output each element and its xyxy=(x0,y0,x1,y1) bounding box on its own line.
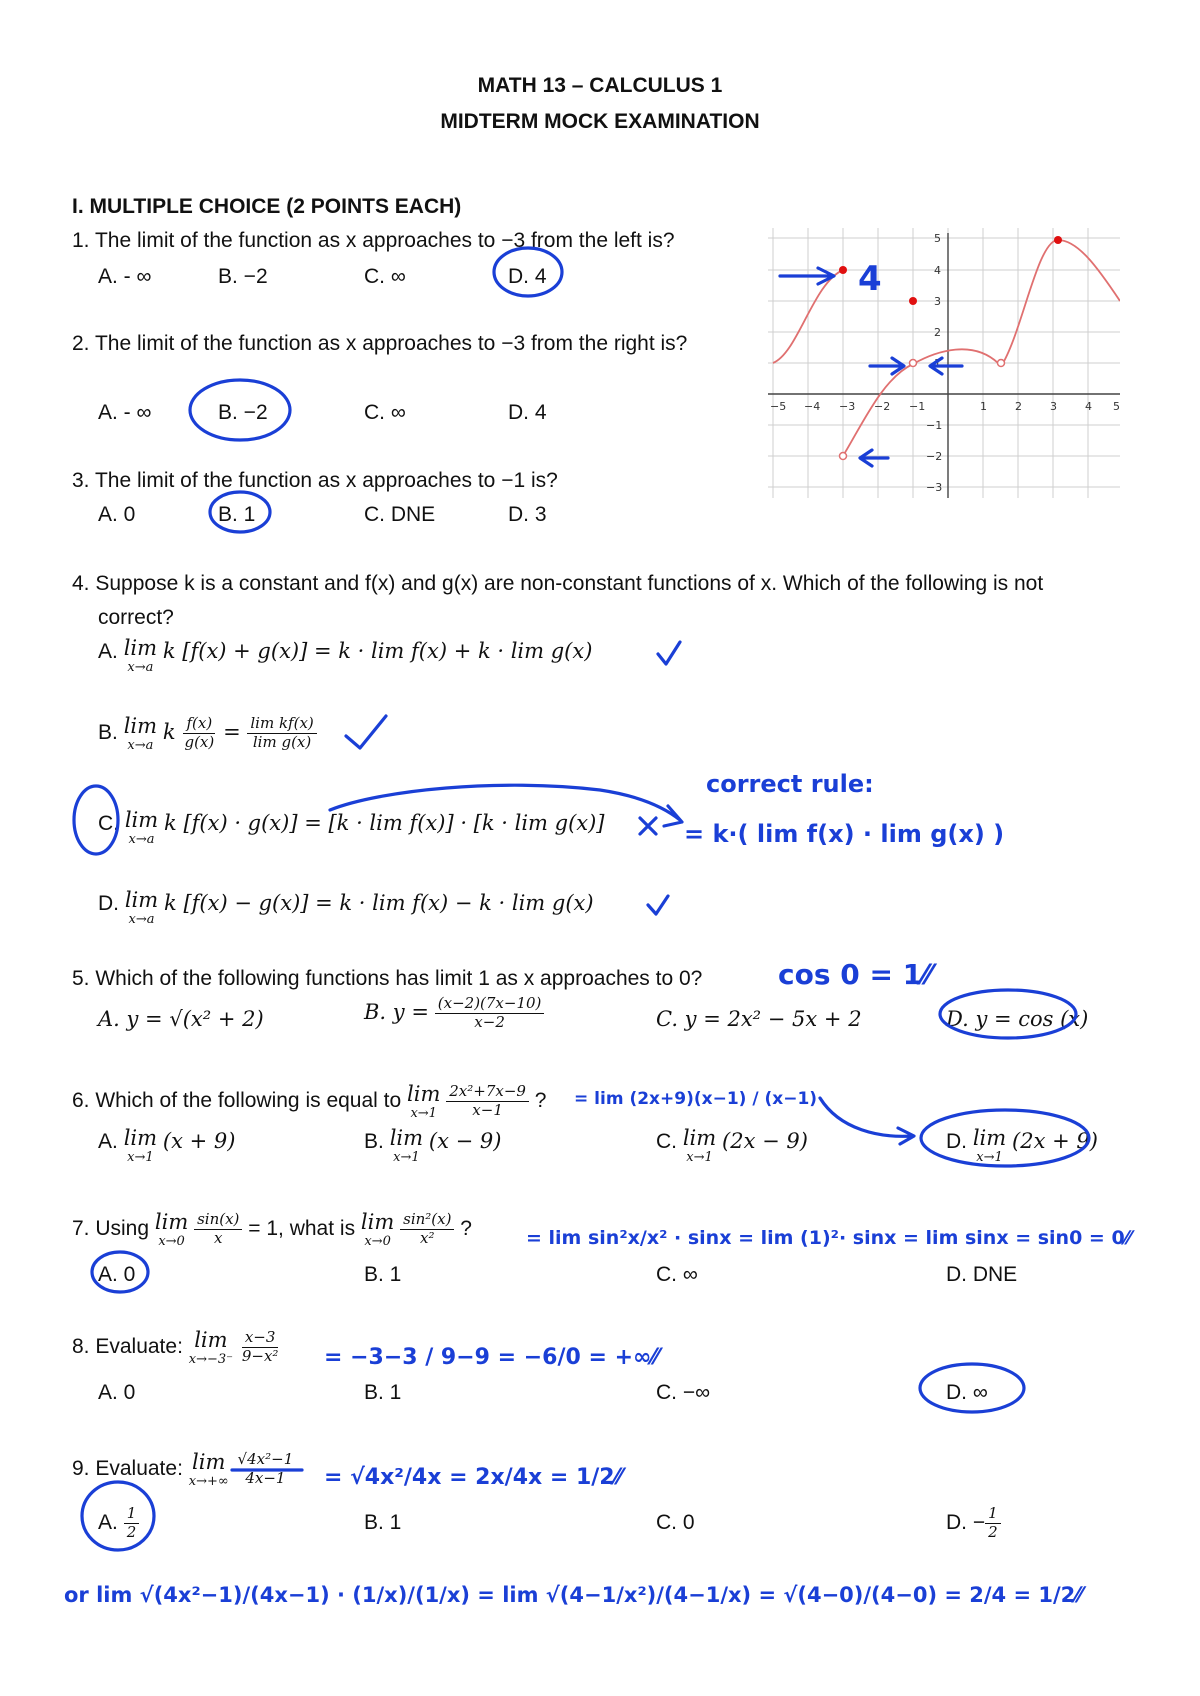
y-tick-label: 5 xyxy=(934,232,941,245)
option-label: D. xyxy=(98,892,119,915)
filled-point xyxy=(839,266,847,274)
q8-option-b[interactable]: B. 1 xyxy=(364,1381,402,1404)
q1-option-a[interactable]: A. - ∞ xyxy=(98,265,152,288)
y-tick-label: −2 xyxy=(926,450,943,463)
q7-option-b[interactable]: B. 1 xyxy=(364,1263,402,1286)
q8-option-a[interactable]: A. 0 xyxy=(98,1381,136,1404)
q1-option-b[interactable]: B. −2 xyxy=(218,265,268,288)
arrow-icon xyxy=(820,1098,914,1144)
q2-option-a[interactable]: A. - ∞ xyxy=(98,401,152,424)
q9-option-d[interactable]: D. − $\frac{1}{2}$ xyxy=(946,1506,1001,1541)
hw-q7-note: = lim sin²x/x² · sinx = lim (1)²· sinx = lim sinx = sin0 = 0⁄⁄ xyxy=(526,1227,1132,1249)
y-tick-label: 2 xyxy=(934,326,941,339)
q4-option-a-expr: k [f(x) + g(x)] = k · lim f(x) + k · lim g(x) xyxy=(162,639,593,663)
hw-q9-note: = √4x²/4x = 2x/4x = 1/2⁄⁄ xyxy=(324,1465,622,1490)
q5-option-b[interactable]: B. y = $\frac{(x-2)(7x-10)}{x-2}$ xyxy=(364,996,544,1031)
check-icon xyxy=(658,642,680,664)
x-tick-label: −4 xyxy=(804,400,821,413)
open-point xyxy=(840,453,847,460)
q4-option-b[interactable]: B. lim x→a k $\frac{f(x)}{g(x)}$ = $\frac{\text{lim kf(x)}}{\text{lim g(x)}}$ xyxy=(98,716,317,752)
q7-option-c[interactable]: C. ∞ xyxy=(656,1263,698,1286)
y-tick-label: −1 xyxy=(926,419,943,432)
filled-point xyxy=(1054,236,1062,244)
q8-stem: 8. Evaluate: lim x→−3⁻ $\frac{x-3}{\text{9−x²}}$ xyxy=(72,1330,281,1366)
q1-option-d[interactable]: D. 4 xyxy=(508,265,547,288)
q5-option-c[interactable]: C. y = 2x² − 5x + 2 xyxy=(656,1007,862,1031)
check-icon xyxy=(648,896,668,914)
filled-point xyxy=(909,297,917,305)
q6-option-c[interactable]: C. lim x→1 (2x − 9) xyxy=(656,1126,808,1165)
q9-option-a[interactable]: A. $\frac{1}{2}$ xyxy=(98,1506,139,1541)
hw-q9-alt: or lim √(4x²−1)/(4x−1) · (1/x)/(1/x) = lim √(4−1/x²)/(4−1/x) = √(4−0)/(4−0) = 2/4 = 1/2⁄⁄ xyxy=(64,1583,1083,1607)
q4-text: 4. Suppose k is a constant and f(x) and g(x) are non-constant functions of x. Which of the following is not xyxy=(72,572,1044,595)
x-tick-label: −5 xyxy=(770,400,787,413)
cross-icon xyxy=(640,818,656,834)
fraction: $\frac{f(x)}{g(x)}$ xyxy=(184,714,215,751)
limit-operator: lim x→a xyxy=(124,808,159,847)
x-tick-label: −2 xyxy=(874,400,891,413)
hw-q8-note: = −3−3 / 9−9 = −6/0 = +∞⁄⁄ xyxy=(324,1345,659,1370)
q2-option-d[interactable]: D. 4 xyxy=(508,401,547,424)
y-tick-label: −3 xyxy=(926,481,943,494)
q8-option-d[interactable]: D. ∞ xyxy=(946,1381,988,1404)
open-point xyxy=(998,360,1005,367)
q2-text: 2. The limit of the function as x approaches to −3 from the right is? xyxy=(72,332,688,355)
q7-stem: 7. Using lim x→0 $\frac{\sin(x)}{x}$ = 1, what is lim x→0 $\frac{\text{sin²(x)}}{\text{x²}}$ ? xyxy=(72,1210,472,1249)
q6-stem: 6. Which of the following is equal to lim x→1 $\frac{\text{2x²+7x−9}}{x-1}$ ? xyxy=(72,1082,547,1121)
q6-option-b[interactable]: B. lim x→1 (x − 9) xyxy=(364,1126,502,1165)
fraction: $\frac{(x-2)(7x-10)}{x-2}$ xyxy=(435,996,545,1031)
option-label: A. xyxy=(98,640,118,663)
option-label: B. xyxy=(98,720,118,744)
q7-option-d[interactable]: D. DNE xyxy=(946,1263,1018,1286)
y-tick-label: 4 xyxy=(934,264,941,277)
q6-option-a[interactable]: A. lim x→1 (x + 9) xyxy=(98,1126,236,1165)
y-tick-label: 3 xyxy=(934,295,941,308)
fraction: $\frac{\sin(x)}{x}$ xyxy=(194,1212,242,1247)
q1-option-c[interactable]: C. ∞ xyxy=(364,265,406,288)
q3-text: 3. The limit of the function as x approaches to −1 is? xyxy=(72,469,558,492)
fraction: $\frac{x-3}{\text{9−x²}}$ xyxy=(241,1328,279,1365)
x-tick-label: 1 xyxy=(980,400,987,413)
x-tick-label: 3 xyxy=(1050,400,1057,413)
q9-option-c[interactable]: C. 0 xyxy=(656,1511,695,1534)
q6-option-d[interactable]: D. lim x→1 (2x + 9) xyxy=(946,1126,1098,1165)
check-icon xyxy=(346,716,386,748)
hw-correct-rule: correct rule: xyxy=(706,770,874,798)
q3-option-c[interactable]: C. DNE xyxy=(364,503,436,526)
fraction: $\frac{\text{2x²+7x−9}}{x-1}$ xyxy=(446,1084,529,1119)
q8-option-c[interactable]: C. −∞ xyxy=(656,1381,711,1404)
q4-text-cont: correct? xyxy=(98,606,174,629)
fraction: $\frac{\text{lim kf(x)}}{\text{lim g(x)}}$ xyxy=(247,716,316,751)
section-heading: I. MULTIPLE CHOICE (2 POINTS EACH) xyxy=(72,195,462,218)
open-point xyxy=(910,360,917,367)
q7-option-a[interactable]: A. 0 xyxy=(98,1263,136,1286)
course-title: MATH 13 – CALCULUS 1 xyxy=(477,74,723,97)
function-graph xyxy=(768,228,1120,498)
hw-four: 4 xyxy=(858,259,882,299)
q3-option-a[interactable]: A. 0 xyxy=(98,503,136,526)
limit-operator: lim x→a xyxy=(124,888,159,927)
x-tick-label: −1 xyxy=(909,400,926,413)
fraction: $\frac{\text{sin²(x)}}{\text{x²}}$ xyxy=(400,1212,454,1247)
q3-option-d[interactable]: D. 3 xyxy=(508,503,547,526)
hw-cos-note: cos 0 = 1⁄⁄ xyxy=(778,958,932,991)
hw-q6-note: = lim (2x+9)(x−1) / (x−1) xyxy=(574,1089,818,1109)
option-label: C. xyxy=(98,812,119,835)
q9-stem: 9. Evaluate: lim x→+∞ $\frac{\text{√4x²−1}}{4x-1}$ xyxy=(72,1452,296,1488)
q5-option-a[interactable]: A. y = √(x² + 2) xyxy=(98,1007,264,1031)
y-tick-label: 1 xyxy=(934,357,941,370)
q5-option-d[interactable]: D. y = cos (x) xyxy=(946,1007,1089,1031)
q2-option-b[interactable]: B. −2 xyxy=(218,401,268,424)
x-tick-label: 2 xyxy=(1015,400,1022,413)
q4-option-c[interactable]: C. lim x→a k [f(x) · g(x)] = [k · lim f(x)] · [k · lim g(x)] xyxy=(98,808,605,847)
fraction: $\frac{\text{√4x²−1}}{4x-1}$ xyxy=(235,1452,297,1487)
q5-text: 5. Which of the following functions has limit 1 as x approaches to 0? xyxy=(72,967,703,990)
x-tick-label: 5 xyxy=(1113,400,1120,413)
limit-operator: lim x→a xyxy=(123,636,158,675)
q9-option-b[interactable]: B. 1 xyxy=(364,1511,402,1534)
limit-operator: lim x→a xyxy=(123,714,158,753)
q1-text: 1. The limit of the function as x approaches to −3 from the left is? xyxy=(72,229,675,252)
q3-option-b[interactable]: B. 1 xyxy=(218,503,256,526)
x-tick-label: −3 xyxy=(839,400,856,413)
q4-option-a[interactable] xyxy=(98,638,592,674)
exam-title: MIDTERM MOCK EXAMINATION xyxy=(440,110,760,133)
hw-rule-rhs: = k·( lim f(x) · lim g(x) ) xyxy=(684,820,1005,848)
x-tick-label: 4 xyxy=(1085,400,1092,413)
q2-option-c[interactable]: C. ∞ xyxy=(364,401,406,424)
q4-option-d[interactable]: D. lim x→a k [f(x) − g(x)] = k · lim f(x) − k · lim g(x) xyxy=(98,888,594,927)
limit-operator: lim x→1 xyxy=(407,1082,441,1121)
